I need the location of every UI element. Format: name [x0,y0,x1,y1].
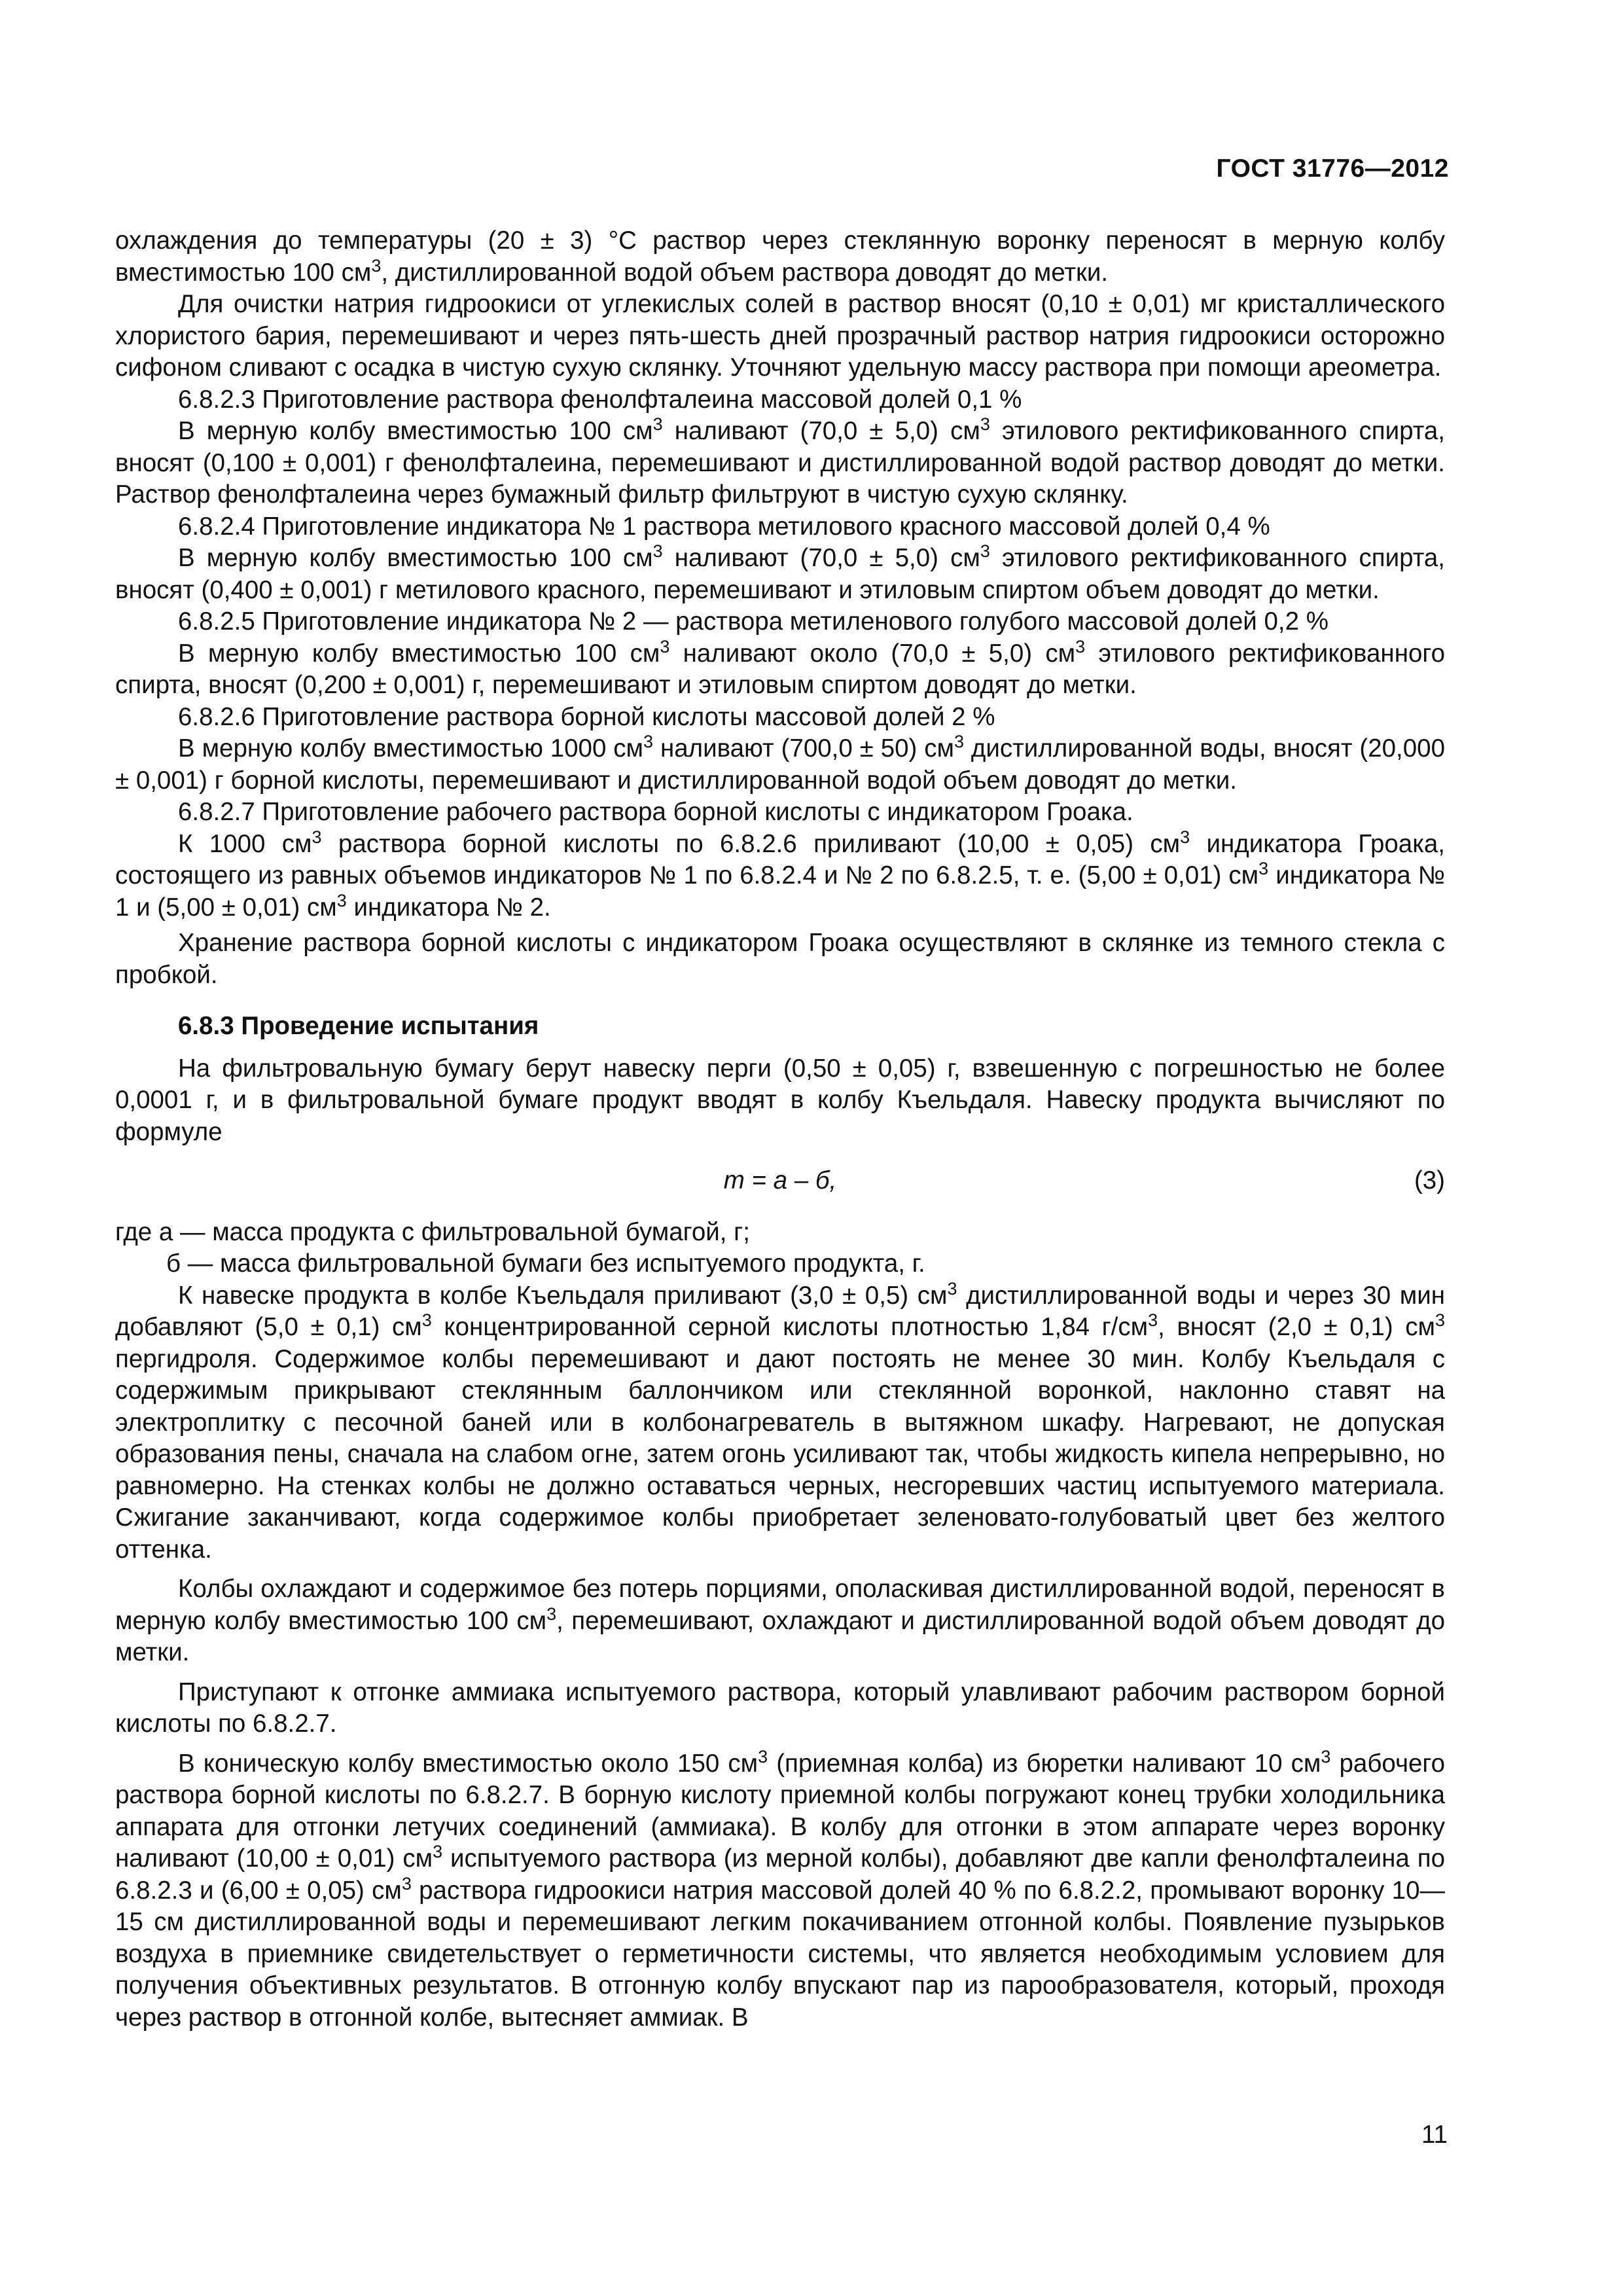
paragraph-distillation-procedure: В коническую колбу вместимостью около 150 $см^3$ (приемная колба) из бюретки наливают 10 $см^3$ рабочего раствора борной кислоты по 6.8.2.7. В борную кислоту приемной колбы погружают конец трубки холодильника аппарата для отгонки летучих соединений (аммиака). В колбу для отгонки в этом аппарате через воронку наливают (10,00 ± 0,01) $см^3$ испытуемого раствора (из мерной колбы), добавляют две капли фенолфталеина по 6.8.2.3 и (6,00 ± 0,05) $см^3$ раствора гидроокиси натрия массовой долей 40 % по 6.8.2.2, промывают воронку 10—15 см дистиллированной воды и перемешивают легким покачиванием отгонной колбы. Появление пузырьков воздуха в приемнике свидетельствует о герметичности системы, что является необходимым условием для получения объективных результатов. В отгонную колбу впускают пар из парообразователя, который, проходя через раствор в отгонной колбе, вытесняет аммиак. В [115,1746,1446,2032]
section-6-8-2-7-title: 6.8.2.7 Приготовление рабочего раствора борной кислоты с индикатором Гроака. [178,798,1133,826]
section-6-8-2-4-title: 6.8.2.4 Приготовление индикатора № 1 раствора метилового красного массовой долей 0,4 % [178,512,1270,541]
section-6-8-2-3-title: 6.8.2.3 Приготовление раствора фенолфталеина массовой долей 0,1 % [178,385,1022,414]
paragraph-cooling: Колбы охлаждают и содержимое без потерь порциями, ополаскивая дистиллированной водой, переносят в мерную колбу вместимостью 100 $см^3$, перемешивают, охлаждают и дистиллированной водой объем доводят до метки. [115,1575,1445,1666]
paragraph-phenolphthalein: В мерную колбу вместимостью 100 $см^3$ наливают (70,0 ± 5,0) $см^3$ этилового ректификованного спирта, вносят (0,100 ± 0,001) г фенолфталеина, перемешивают и дистиллированной водой раствор доводят до метки. Раствор фенолфталеина через бумажный фильтр фильтруют в чистую сухую склянку. [115,414,1446,509]
formula-legend-a: где a — масса продукта с фильтровальной бумагой, г; [115,1217,750,1246]
paragraph-continuation: охлаждения до температуры (20 ± 3) °С раствор через стеклянную воронку переносят в мерную колбу вместимостью 100 $см^3$, дистиллированной водой объем раствора доводят до метки. [115,226,1445,287]
formula-row [115,1165,1445,1197]
paragraph-methylene-blue: В мерную колбу вместимостью 100 $см^3$ наливают около (70,0 ± 5,0) $см^3$ этилового ректификованного спирта, вносят (0,200 ± 0,001) г, перемешивают и этиловым спиртом доводят до метки. [115,636,1445,699]
paragraph-groak-indicator: К 1000 $см^3$ раствора борной кислоты по 6.8.2.6 приливают (10,00 ± 0,05) $см^3$ индикатора Гроака, состоящего из равных объемов индикаторов № 1 по 6.8.2.4 и № 2 по 6.8.2.5, т. е. (5,00 ± 0,01) $см^3$ индикатора № 1 и (5,00 ± 0,01) $см^3$ индикатора № 2. [115,827,1446,922]
paragraph-boric-acid: В мерную колбу вместимостью 1000 $см^3$ наливают (700,0 ± 50) $см^3$ дистиллированной воды, вносят (20,000 ± 0,001) г борной кислоты, перемешивают и дистиллированной водой объем доводят до метки. [115,732,1445,795]
paragraph-methyl-red: В мерную колбу вместимостью 100 $см^3$ наливают (70,0 ± 5,0) $см^3$ этилового ректификованного спирта, вносят (0,400 ± 0,001) г метилового красного, перемешивают и этиловым спиртом объем доводят до метки. [115,541,1446,604]
section-6-8-2-5-title: 6.8.2.5 Приготовление индикатора № 2 — раствора метиленового голубого массовой долей 0,2 % [178,607,1329,636]
formula-legend-b: б — масса фильтровальной бумаги без испытуемого продукта, г. [166,1249,925,1278]
section-6-8-3-heading: 6.8.3 Проведение испытания [178,1012,539,1040]
formula: m = a – б, [723,1166,837,1194]
paragraph-storage: Хранение раствора борной кислоты с индикатором Гроака осуществляют в склянке из темного стекла с пробкой. [115,929,1445,989]
page-number: 11 [1421,2121,1448,2149]
paragraph-ammonia-distillation: Приступают к отгонке аммиака испытуемого раствора, который улавливают рабочим раствором борной кислоты по 6.8.2.7. [115,1677,1445,1738]
paragraph-digestion: К навеске продукта в колбе Къельдаля приливают (3,0 ± 0,5) $см^3$ дистиллированной воды и через 30 мин добавляют (5,0 ± 0,1) $см^3$ концентрированной серной кислоты плотностью 1,84 $г/см^3$, вносят (2,0 ± 0,1) $см^3$ пергидроля. Содержимое колбы перемешивают и дают постоять не менее 30 мин. Колбу Къельдаля с содержимым прикрывают стеклянным баллончиком или стеклянной воронкой, наклонно ставят на электроплитку с песочной баней или в колбонагреватель в вытяжном шкафу. Нагревают, не допуская образования пены, сначала на слабом огне, затем огонь усиливают так, чтобы жидкость кипела непрерывно, но равномерно. На стенках колбы не должно оставаться черных, несгоревших частиц испытуемого материала. Сжигание заканчивают, когда содержимое колбы приобретает зеленовато-голубоватый цвет без желтого оттенка. [115,1278,1445,1564]
paragraph-naoh-purification: Для очистки натрия гидроокиси от углекислых солей в раствор вносят (0,10 ± 0,01) мг кристаллического хлористого бария, перемешивают и через пять-шесть дней прозрачный раствор натрия гидроокиси осторожно сифоном сливают с осадка в чистую сухую склянку. Уточняют удельную массу раствора при помощи ареометра. [115,290,1445,382]
paragraph-sample-weighing: На фильтровальную бумагу берут навеску перги (0,50 ± 0,05) г, взвешенную с погрешностью не более 0,0001 г, и в фильтровальной бумаге продукт вводят в колбу Къельдаля. Навеску продукта вычисляют по формуле [115,1054,1445,1146]
standard-code-header: ГОСТ 31776—2012 [1216,154,1449,183]
page-body [115,225,1445,2034]
formula-number: (3) [1414,1166,1445,1194]
section-6-8-2-6-title: 6.8.2.6 Приготовление раствора борной кислоты массовой долей 2 % [178,702,995,731]
